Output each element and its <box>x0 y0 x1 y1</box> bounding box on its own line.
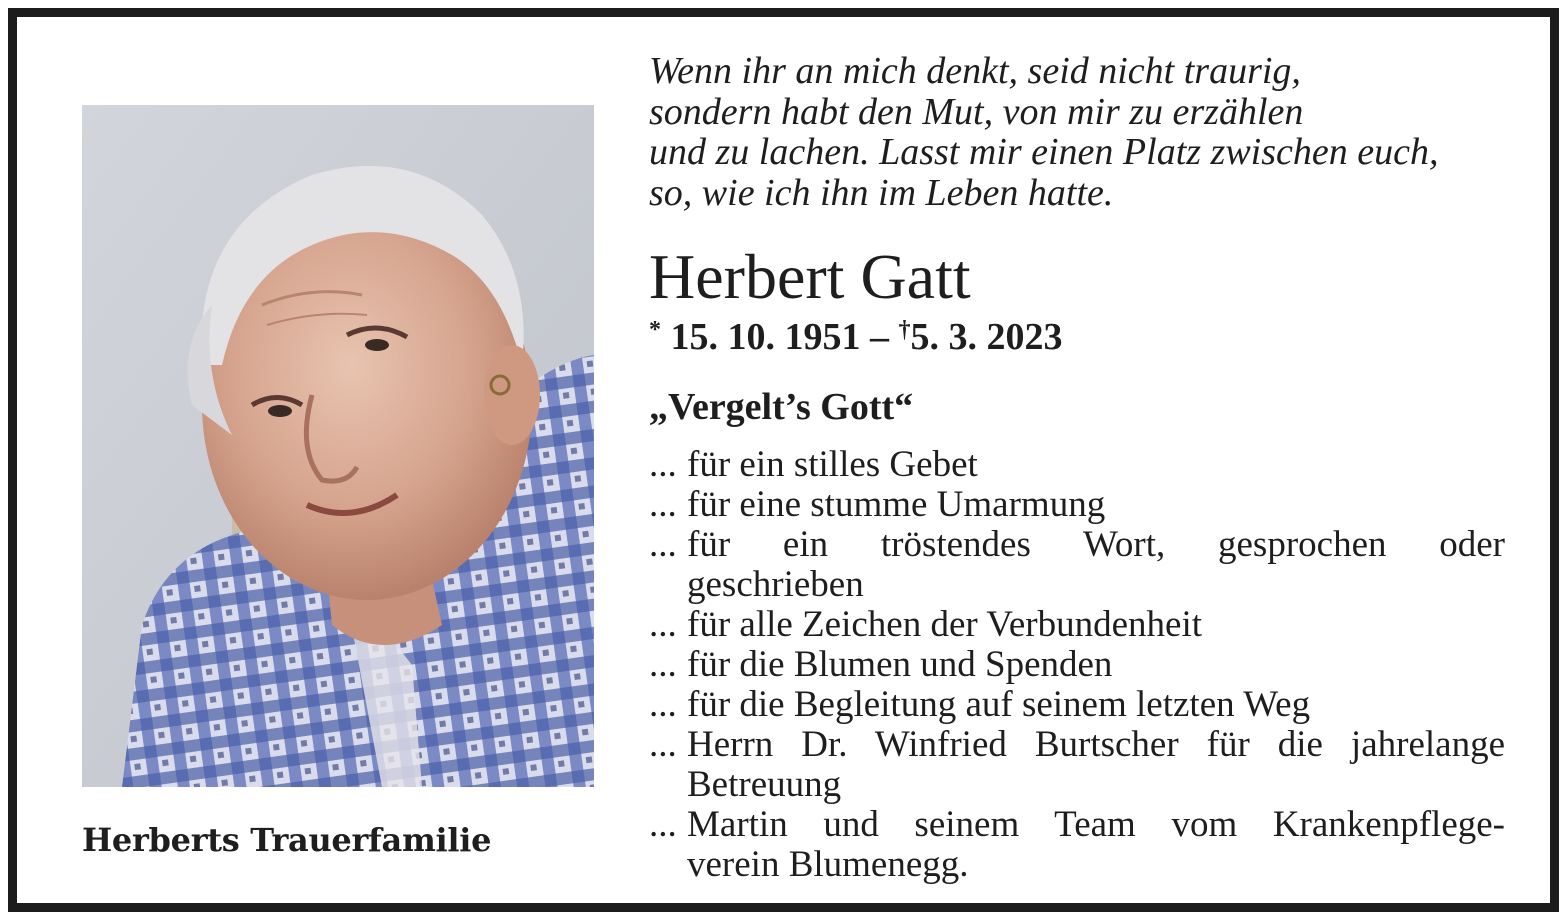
list-item <box>649 485 1505 525</box>
item-continuation: verein Blumenegg. <box>687 844 969 885</box>
item-prefix: ... <box>649 684 677 725</box>
list-item <box>649 725 1505 805</box>
birth-date: 15. 10. 1951 <box>670 316 861 358</box>
item-prefix: ... <box>649 484 677 525</box>
quote-line: so, wie ich ihn im Leben hatte. <box>649 171 1114 214</box>
quote-line: Wenn ihr an mich denkt, seid nicht traurig, <box>649 50 1301 92</box>
item-text: für die Blumen und Spenden <box>687 644 1113 685</box>
item-prefix: ... <box>649 724 677 765</box>
deceased-name: Herbert Gatt <box>649 241 971 312</box>
life-dates <box>649 315 1063 359</box>
list-item <box>649 445 1505 485</box>
item-text: für ein tröstendes Wort, gesprochen oder <box>687 524 1505 565</box>
item-prefix: ... <box>649 804 677 845</box>
death-symbol: † <box>898 317 911 343</box>
quote-line: sondern habt den Mut, von mir zu erzählen <box>649 90 1304 133</box>
item-text: für eine stumme Umarmung <box>687 484 1106 525</box>
item-text: für ein stilles Gebet <box>687 444 978 485</box>
memorial-quote <box>649 51 1529 213</box>
item-prefix: ... <box>649 644 677 685</box>
list-item <box>649 805 1505 885</box>
list-item <box>649 645 1505 685</box>
list-item <box>649 685 1505 725</box>
family-signature: Herberts Trauerfamilie <box>82 821 492 859</box>
list-item <box>649 605 1505 645</box>
thanks-title: „Vergelt’s Gott“ <box>649 386 914 428</box>
item-prefix: ... <box>649 444 677 485</box>
item-continuation: geschrieben <box>687 564 864 605</box>
birth-symbol: * <box>649 317 661 343</box>
item-text: für alle Zeichen der Verbundenheit <box>687 604 1203 645</box>
quote-line: und zu lachen. Lasst mir einen Platz zwischen euch, <box>649 131 1439 173</box>
item-continuation: Betreuung <box>687 764 842 805</box>
item-text: Martin und seinem Team vom Krankenpflege- <box>687 804 1505 845</box>
portrait-image-icon <box>82 105 594 787</box>
item-prefix: ... <box>649 524 677 565</box>
date-separator: – <box>870 316 889 358</box>
list-item <box>649 525 1505 605</box>
item-text: für die Begleitung auf seinem letzten Weg <box>687 684 1311 725</box>
death-date: 5. 3. 2023 <box>910 316 1063 358</box>
item-prefix: ... <box>649 604 677 645</box>
item-text: Herrn Dr. Winfried Burtscher für die jahrelange <box>687 724 1505 765</box>
obituary-card <box>8 8 1559 912</box>
portrait-photo <box>82 105 594 787</box>
thanks-list <box>649 445 1505 885</box>
